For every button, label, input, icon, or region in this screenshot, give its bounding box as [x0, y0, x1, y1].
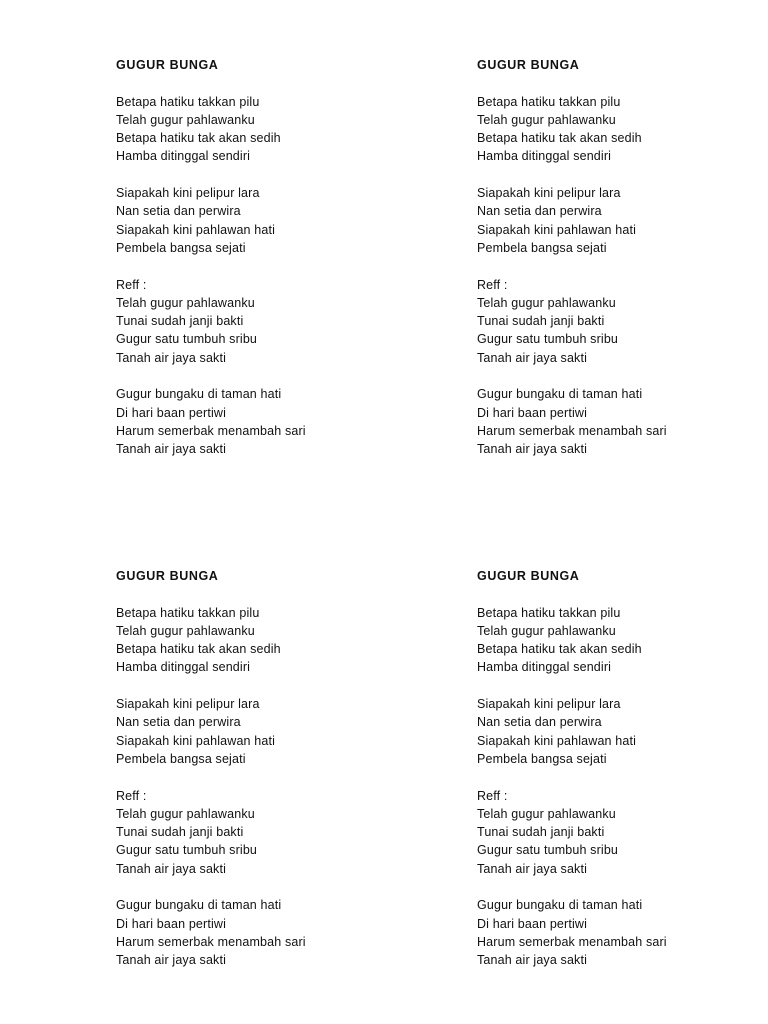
verse-3	[116, 385, 366, 458]
lyric-line: Siapakah kini pahlawan hati	[477, 733, 637, 748]
lyric-line: Telah gugur pahlawanku	[477, 112, 616, 127]
verse-2	[477, 184, 727, 257]
lyric-line: Siapakah kini pahlawan hati	[477, 222, 637, 237]
lyric-line: Nan setia dan perwira	[477, 715, 602, 730]
refrain	[477, 276, 727, 367]
song-copy-top-right	[477, 56, 727, 459]
lyric-line: Tanah air jaya sakti	[477, 350, 588, 365]
lyric-line: Nan setia dan perwira	[477, 204, 602, 219]
lyric-line: Tanah air jaya sakti	[116, 350, 227, 365]
lyric-line: Betapa hatiku tak akan sedih	[116, 131, 281, 146]
lyric-line: Telah gugur pahlawanku	[477, 295, 616, 310]
verse-2	[116, 695, 366, 768]
lyric-line: Siapakah kini pelipur lara	[116, 186, 260, 201]
lyric-line: Hamba ditinggal sendiri	[116, 660, 251, 675]
lyric-line: Tanah air jaya sakti	[116, 442, 227, 457]
lyric-line: Di hari baan pertiwi	[116, 405, 226, 420]
lyric-line: Telah gugur pahlawanku	[477, 806, 616, 821]
lyric-line: Harum semerbak menambah sari	[477, 423, 667, 438]
lyric-line: Betapa hatiku takkan pilu	[477, 605, 621, 620]
lyric-line: Telah gugur pahlawanku	[116, 112, 255, 127]
lyric-line: Siapakah kini pahlawan hati	[116, 733, 276, 748]
lyric-line: Pembela bangsa sejati	[477, 751, 607, 766]
verse-3	[116, 896, 366, 969]
lyric-line: Betapa hatiku tak akan sedih	[477, 131, 642, 146]
lyric-line: Gugur satu tumbuh sribu	[477, 843, 619, 858]
refrain-label: Reff :	[477, 277, 508, 292]
verse-3	[477, 385, 727, 458]
lyric-line: Tanah air jaya sakti	[477, 861, 588, 876]
lyric-line: Pembela bangsa sejati	[116, 240, 246, 255]
refrain-label: Reff :	[116, 788, 147, 803]
song-title: GUGUR BUNGA	[477, 569, 580, 583]
verse-2	[116, 184, 366, 257]
lyric-line: Telah gugur pahlawanku	[116, 295, 255, 310]
verse-1	[477, 604, 727, 677]
lyric-line: Gugur satu tumbuh sribu	[477, 332, 619, 347]
verse-3	[477, 896, 727, 969]
lyric-line: Gugur bungaku di taman hati	[116, 387, 282, 402]
lyric-line: Harum semerbak menambah sari	[477, 934, 667, 949]
lyric-line: Gugur bungaku di taman hati	[477, 387, 643, 402]
lyric-line: Siapakah kini pahlawan hati	[116, 222, 276, 237]
lyric-line: Nan setia dan perwira	[116, 715, 241, 730]
refrain	[116, 787, 366, 878]
lyric-line: Betapa hatiku takkan pilu	[116, 605, 260, 620]
verse-2	[477, 695, 727, 768]
lyric-line: Tunai sudah janji bakti	[477, 825, 605, 840]
lyric-line: Tanah air jaya sakti	[116, 953, 227, 968]
lyric-line: Nan setia dan perwira	[116, 204, 241, 219]
lyric-line: Hamba ditinggal sendiri	[477, 149, 612, 164]
lyric-line: Di hari baan pertiwi	[477, 916, 587, 931]
lyric-line: Gugur bungaku di taman hati	[477, 898, 643, 913]
lyric-line: Gugur satu tumbuh sribu	[116, 843, 258, 858]
lyric-line: Telah gugur pahlawanku	[116, 623, 255, 638]
song-copy-top-left	[116, 56, 366, 459]
lyric-line: Pembela bangsa sejati	[116, 751, 246, 766]
lyric-line: Tanah air jaya sakti	[116, 861, 227, 876]
lyric-line: Siapakah kini pelipur lara	[116, 697, 260, 712]
song-copy-bottom-left	[116, 567, 366, 970]
lyric-line: Harum semerbak menambah sari	[116, 934, 306, 949]
lyric-line: Betapa hatiku tak akan sedih	[116, 642, 281, 657]
refrain-label: Reff :	[116, 277, 147, 292]
lyric-line: Tanah air jaya sakti	[477, 442, 588, 457]
lyric-line: Betapa hatiku takkan pilu	[477, 94, 621, 109]
song-title: GUGUR BUNGA	[116, 569, 219, 583]
lyric-line: Betapa hatiku tak akan sedih	[477, 642, 642, 657]
lyric-line: Harum semerbak menambah sari	[116, 423, 306, 438]
refrain	[116, 276, 366, 367]
lyric-line: Tanah air jaya sakti	[477, 953, 588, 968]
lyric-line: Hamba ditinggal sendiri	[477, 660, 612, 675]
verse-1	[116, 604, 366, 677]
lyric-line: Hamba ditinggal sendiri	[116, 149, 251, 164]
lyric-line: Tunai sudah janji bakti	[116, 314, 244, 329]
song-copy-bottom-right	[477, 567, 727, 970]
song-title: GUGUR BUNGA	[116, 58, 219, 72]
lyric-line: Pembela bangsa sejati	[477, 240, 607, 255]
verse-1	[477, 93, 727, 166]
lyric-line: Di hari baan pertiwi	[116, 916, 226, 931]
refrain-label: Reff :	[477, 788, 508, 803]
lyric-line: Telah gugur pahlawanku	[477, 623, 616, 638]
verse-1	[116, 93, 366, 166]
lyric-line: Gugur bungaku di taman hati	[116, 898, 282, 913]
song-title: GUGUR BUNGA	[477, 58, 580, 72]
refrain	[477, 787, 727, 878]
lyric-line: Betapa hatiku takkan pilu	[116, 94, 260, 109]
lyric-line: Gugur satu tumbuh sribu	[116, 332, 258, 347]
lyric-line: Siapakah kini pelipur lara	[477, 186, 621, 201]
lyric-line: Tunai sudah janji bakti	[116, 825, 244, 840]
lyric-line: Telah gugur pahlawanku	[116, 806, 255, 821]
lyric-line: Tunai sudah janji bakti	[477, 314, 605, 329]
lyric-line: Siapakah kini pelipur lara	[477, 697, 621, 712]
lyric-line: Di hari baan pertiwi	[477, 405, 587, 420]
